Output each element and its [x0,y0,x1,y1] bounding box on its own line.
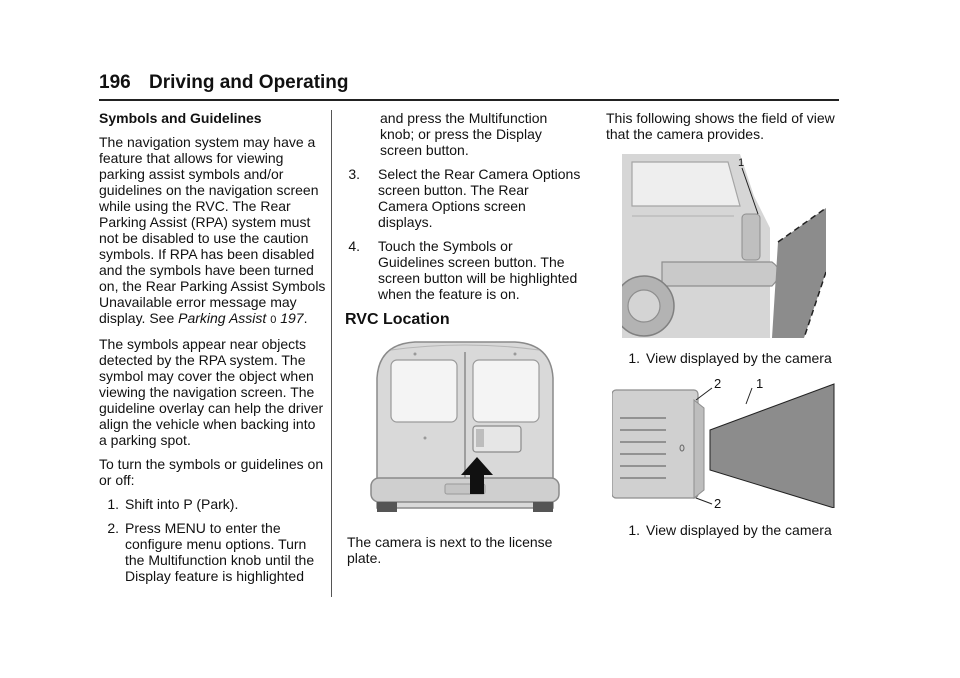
steps-list-b [340,166,582,302]
paragraph-symbols-appear: The symbols appear near objects detected by the RPA system. The symbol may cover the object when viewing the navigation screen. The guideline overlay can help the driver align the vehicle when backing into a parking spot. [99,336,324,448]
xref-parking-assist[interactable] [178,310,303,326]
steps-list-a [99,496,327,584]
list-item [340,238,582,302]
step-text: Shift into P (Park). [125,496,239,512]
step-continuation: and press the Multifunction knob; or press the Display screen button. [380,110,548,158]
list-item [99,496,327,512]
xref-page: 197 [280,310,304,326]
caption-text: View displayed by the camera [646,522,832,538]
callout-1: 1 [738,157,745,169]
step-number: 4. [348,238,360,254]
step-number: 3. [348,166,360,182]
callout-1: 1 [756,378,764,391]
step-number: 1. [107,496,119,512]
page-number: 196 [99,72,131,93]
column-3 [606,110,842,538]
figure-2-caption [606,522,842,538]
caption-number: 1. [628,350,640,366]
callout-2-bottom: 2 [714,496,722,508]
van-rear-illustration [365,338,565,518]
step-text: Select the Rear Camera Options screen button. The Rear Camera Options screen displays. [378,166,581,230]
paragraph-field-of-view: This following shows the field of view that the camera provides. [606,110,835,142]
top-view-fov-illustration [612,378,836,508]
paragraph-navigation-system [99,134,327,328]
step-text: Press MENU to enter the configure menu options. Turn the Multifunction knob until the Display feature is highlighted [125,520,315,584]
paragraph-turn-on-off: To turn the symbols or guidelines on or off: [99,456,324,488]
xref-label: Parking Assist [178,310,267,326]
callout-2-top: 2 [714,378,722,391]
column-1 [99,110,327,592]
list-item [99,520,327,584]
column-2 [347,110,582,574]
heading-rvc-location: RVC Location [345,311,450,328]
list-item [340,166,582,230]
paragraph-end: . [303,310,308,326]
step-number: 2. [107,520,119,536]
paragraph-text: The navigation system may have a feature that allows for viewing parking assist symbols and/or guidelines on the navigation screen while using the RVC. The Rear Parking Assist (RPA) system must not be disabled to use the caution symbols. If RPA has been disabled and the symbols have been turned on, the Rear Parking Assist Symbols Unavailable error message may display. See [99,134,326,326]
caption-text: View displayed by the camera [646,350,832,366]
xref-arrow-icon: 0 [270,314,277,326]
paragraph-camera-location: The camera is next to the license plate. [347,534,553,566]
step-text: Touch the Symbols or Guidelines screen button. The screen button will be highlighted when the feature is on. [378,238,578,302]
column-divider [331,110,332,597]
section-title: Driving and Operating [149,72,349,93]
suv-side-fov-illustration [622,154,826,338]
page-header [99,72,839,102]
figure-1-caption [606,350,842,366]
caption-number: 1. [628,522,640,538]
subheading-symbols-guidelines: Symbols and Guidelines [99,110,262,126]
header-rule [99,99,839,101]
